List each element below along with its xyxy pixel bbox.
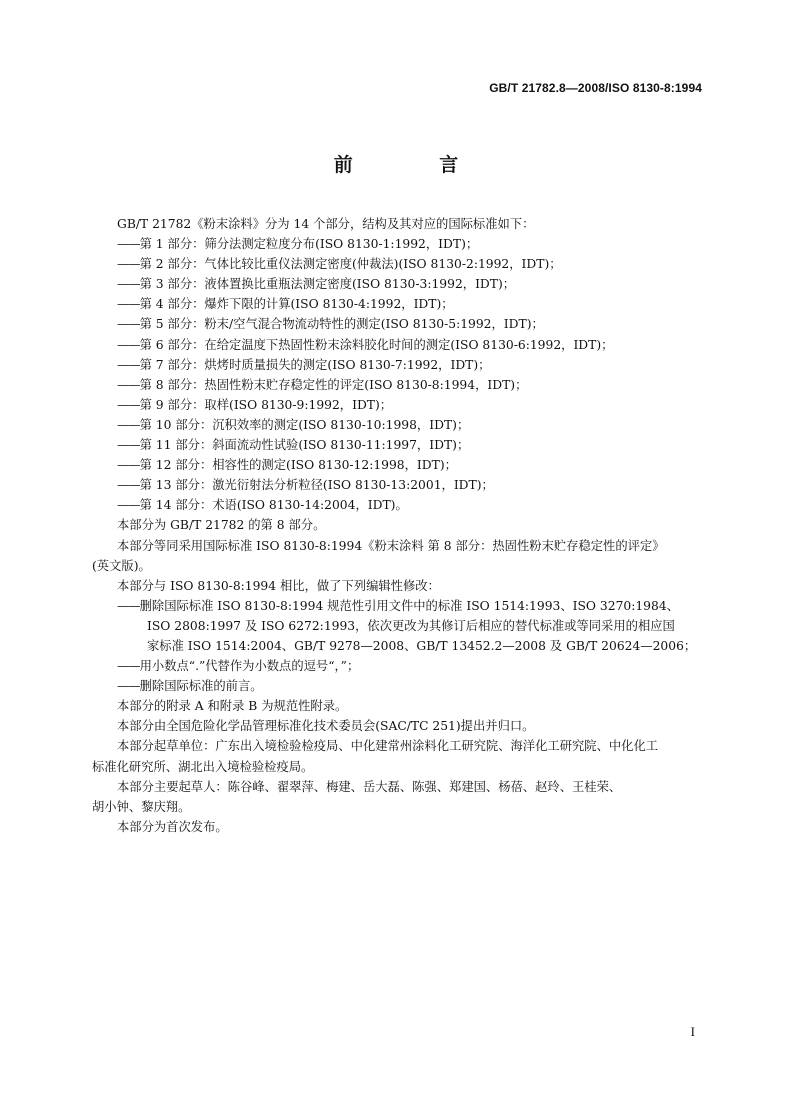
part-list-item: 第 6 部分：在给定温度下热固性粉末涂料胶化时间的测定(ISO 8130-6:1992，IDT)； [139,337,614,352]
drafters-paragraph: 本部分主要起草人：陈谷峰、翟翠萍、梅建、岳大磊、陈强、郑建国、杨蓓、赵玲、王桂荣、 [117,779,622,794]
part-list-item: 第 7 部分：烘烤时质量损失的测定(ISO 8130-7:1992，IDT)； [139,357,491,372]
document-body [92,214,704,837]
page-number: I [690,1024,695,1039]
part-list-item: 第 11 部分：斜面流动性试验(ISO 8130-11:1997，IDT)； [139,438,470,453]
drafting-units-paragraph-continued: 标准化研究所、湖北出入境检验检疫局。 [92,759,314,774]
change-item-continued: ISO 2808:1997 及 ISO 6272:1993，依次更改为其修订后相应的替代标准或等同采用的相应国 [147,618,675,633]
part-list-item: 第 9 部分：取样(ISO 8130-9:1992，IDT)； [139,397,393,412]
equivalence-paragraph-continued: (英文版)。 [92,558,151,573]
part-list-item: 第 4 部分：爆炸下限的计算(ISO 8130-4:1992，IDT)； [139,297,454,312]
proposed-paragraph: 本部分由全国危险化学品管理标准化技术委员会(SAC/TC 251)提出并归口。 [117,719,535,734]
first-release-paragraph: 本部分为首次发布。 [117,819,228,834]
page-title: 前 言 [333,154,499,176]
part-list-item: 第 5 部分：粉末/空气混合物流动特性的测定(ISO 8130-5:1992，IDT)； [139,317,544,332]
annex-paragraph: 本部分的附录 A 和附录 B 为规范性附录。 [117,699,348,714]
part-list-item: 第 13 部分：激光衍射法分析粒径(ISO 8130-13:2001，IDT)； [139,478,494,493]
part-list-item: 第 3 部分：液体置换比重瓶法测定密度(ISO 8130-3:1992，IDT)； [139,277,516,292]
drafters-paragraph-continued: 胡小钟、黎庆翔。 [92,799,191,814]
part-list-item: 第 12 部分：相容性的测定(ISO 8130-12:1998，IDT)； [139,458,457,473]
change-item: 删除国际标准的前言。 [139,679,263,694]
changes-intro: 本部分与 ISO 8130-8:1994 相比，做了下列编辑性修改： [117,578,440,593]
part-list-item: 第 1 部分：筛分法测定粒度分布(ISO 8130-1:1992，IDT)； [139,237,479,252]
change-item: 用小数点“.”代替作为小数点的逗号“，”； [139,659,360,674]
change-item: 删除国际标准 ISO 8130-8:1994 规范性引用文件中的标准 ISO 1514:1993、ISO 3270:1984、 [139,598,679,613]
part-list-item: 第 2 部分：气体比较比重仪法测定密度(仲裁法)(ISO 8130-2:1992，IDT)； [139,257,562,272]
equivalence-paragraph: 本部分等同采用国际标准 ISO 8130-8:1994《粉末涂料 第 8 部分：热固性粉末贮存稳定性的评定》 [117,538,665,553]
part-list-item: 第 10 部分：沉积效率的测定(ISO 8130-10:1998，IDT)； [139,417,470,432]
change-item-continued: 家标准 ISO 1514:2004、GB/T 9278—2008、GB/T 13452.2—2008 及 GB/T 20624—2006； [147,638,697,653]
this-part-paragraph: 本部分为 GB/T 21782 的第 8 部分。 [117,518,326,533]
part-list-item: 第 8 部分：热固性粉末贮存稳定性的评定(ISO 8130-8:1994，IDT)； [139,377,528,392]
document-header: GB/T 21782.8—2008/ISO 8130-8:1994 [489,81,702,95]
drafting-units-paragraph: 本部分起草单位：广东出入境检验检疫局、中化建常州涂料化工研究院、海洋化工研究院、中化化工 [117,739,659,754]
part-list-item: 第 14 部分：术语(ISO 8130-14:2004，IDT)。 [139,498,408,513]
intro-paragraph: GB/T 21782《粉末涂料》分为 14 个部分，结构及其对应的国际标准如下： [117,217,535,231]
